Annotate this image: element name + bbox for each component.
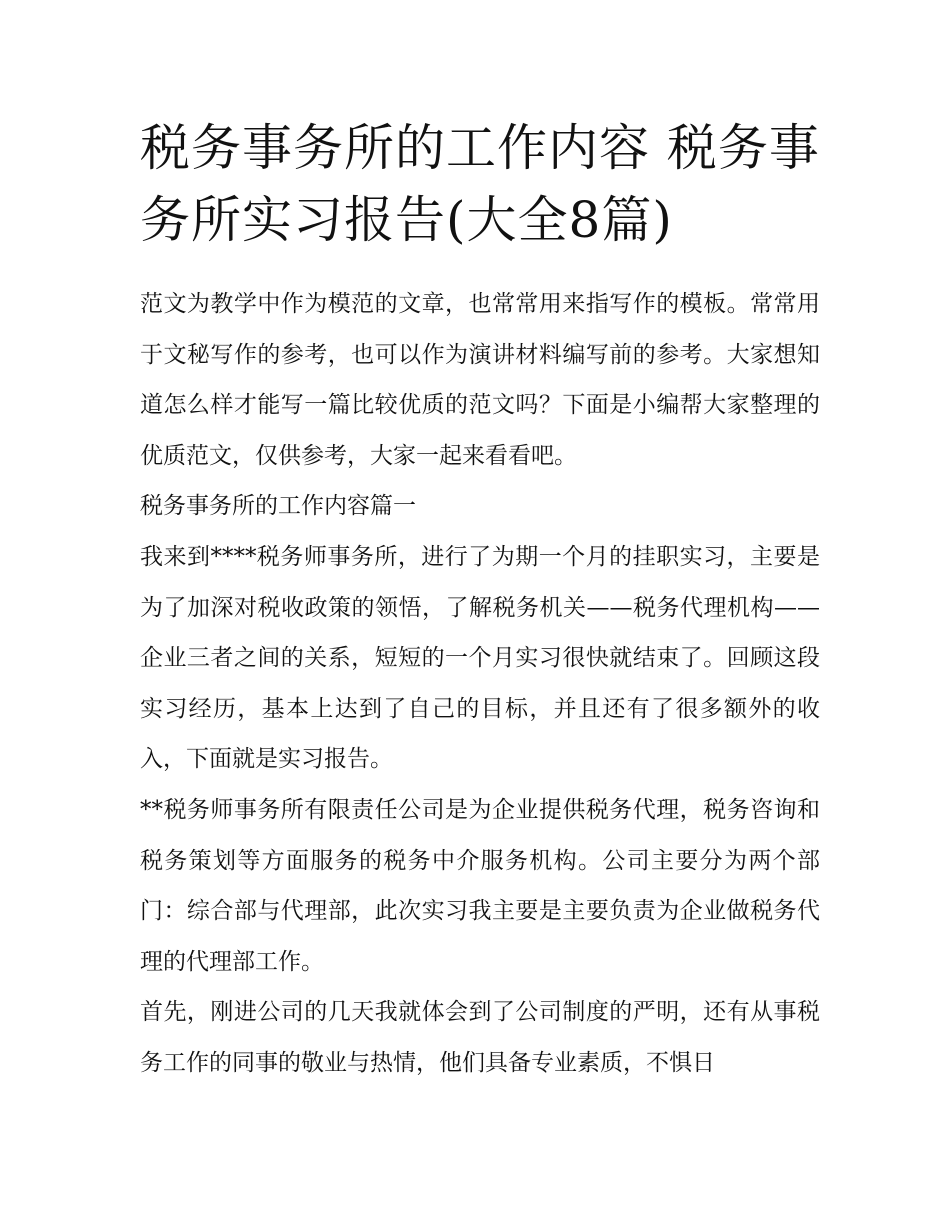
document-title: 税务事务所的工作内容 税务事务所实习报告(大全8篇) <box>140 119 820 249</box>
section-heading: 税务事务所的工作内容篇一 <box>140 493 416 520</box>
intro-paragraph: 范文为教学中作为模范的文章，也常常用来指写作的模板。常常用于文秘写作的参考，也可以作为演讲材料编写前的参考。大家想知道怎么样才能写一篇比较优质的范文吗？下面是小编帮大家整理的优质范文，仅供参考，大家一起来看看吧。 <box>140 291 820 469</box>
body-paragraph: 我来到****税务师事务所，进行了为期一个月的挂职实习，主要是为了加深对税收政策的领悟，了解税务机关——税务代理机构——企业三者之间的关系，短短的一个月实习很快就结束了。回顾这段实习经历，基本上达到了自己的目标，并且还有了很多额外的收入，下面就是实习报告。 <box>140 543 820 773</box>
document-body <box>140 279 820 1089</box>
body-paragraph: **税务师事务所有限责任公司是为企业提供税务代理，税务咨询和税务策划等方面服务的税务中介服务机构。公司主要分为两个部门：综合部与代理部，此次实习我主要是主要负责为企业做税务代理的代理部工作。 <box>140 796 820 975</box>
body-paragraph: 首先，刚进公司的几天我就体会到了公司制度的严明，还有从事税务工作的同事的敬业与热情，他们具备专业素质，不惧日 <box>140 999 820 1076</box>
